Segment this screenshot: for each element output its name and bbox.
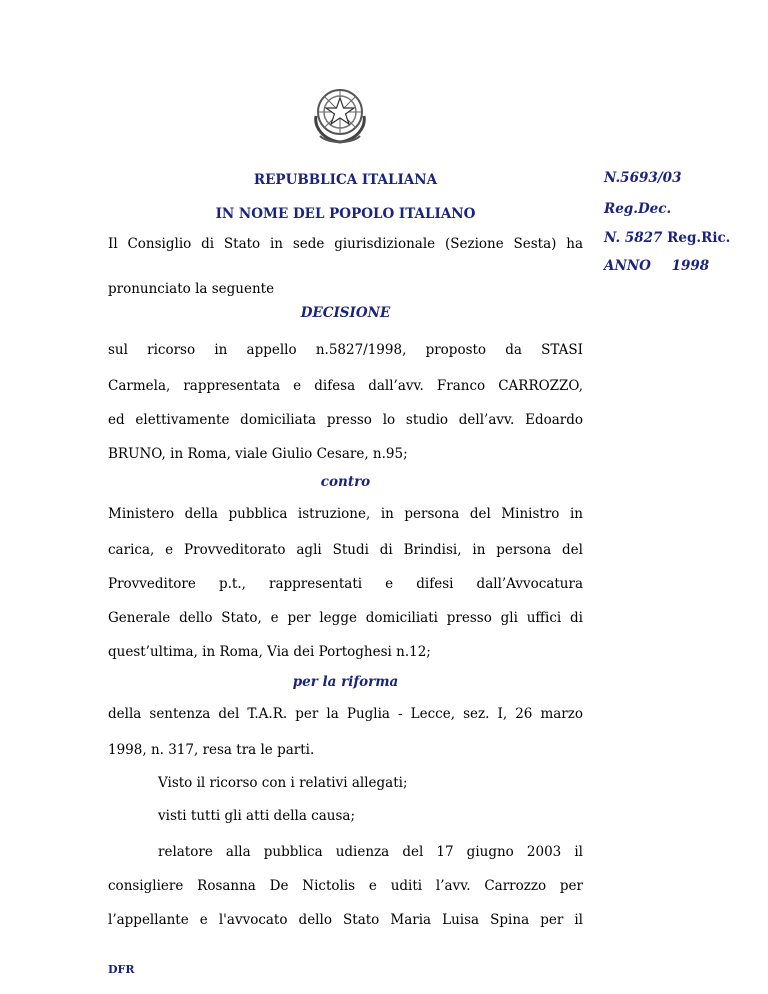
body-line: Visto il ricorso con i relativi allegati; [158, 775, 408, 791]
decision-number: N.5693/03 [604, 170, 682, 186]
body-line: Provveditore p.t., rappresentati e difesi dall’Avvocatura [108, 576, 583, 592]
reg-ric [604, 230, 730, 246]
header-republic: REPUBBLICA ITALIANA [253, 172, 438, 188]
reg-ric-label: Reg.Ric. [667, 230, 731, 246]
heading-per-la-riforma: per la riforma [292, 674, 399, 690]
body-line: pronunciato la seguente [108, 281, 275, 297]
body-line: 1998, n. 317, resa tra le parti. [108, 742, 315, 758]
body-line: della sentenza del T.A.R. per la Puglia - Lecce, sez. I, 26 marzo [108, 706, 583, 722]
year-line [604, 258, 709, 274]
footer-code: DFR [108, 963, 135, 976]
reg-dec-label: Reg.Dec. [604, 201, 672, 217]
year-label: ANNO [604, 258, 651, 274]
body-line: Carmela, rappresentata e difesa dall’avv. Franco CARROZZO, [108, 378, 583, 394]
body-line: l’appellante e l'avvocato dello Stato Maria Luisa Spina per il [108, 912, 583, 928]
body-line: relatore alla pubblica udienza del 17 giugno 2003 il [158, 844, 583, 860]
body-line: BRUNO, in Roma, viale Giulio Cesare, n.95; [108, 446, 408, 462]
italian-republic-emblem-icon [308, 82, 372, 148]
heading-contro: contro [320, 474, 371, 490]
body-line: Generale dello Stato, e per legge domiciliati presso gli uffici di [108, 610, 583, 626]
body-line: carica, e Provveditorato agli Studi di Brindisi, in persona del [108, 542, 583, 558]
body-line: consigliere Rosanna De Nictolis e uditi l’avv. Carrozzo per [108, 878, 583, 894]
reg-ric-number: N. 5827 [604, 230, 663, 246]
body-line: Ministero della pubblica istruzione, in persona del Ministro in [108, 506, 583, 522]
heading-decisione: DECISIONE [300, 305, 391, 321]
body-line: visti tutti gli atti della causa; [158, 808, 355, 824]
body-line: quest’ultima, in Roma, Via dei Portoghesi n.12; [108, 644, 431, 660]
body-line: Il Consiglio di Stato in sede giurisdizionale (Sezione Sesta) ha [108, 236, 583, 252]
header-in-name: IN NOME DEL POPOLO ITALIANO [215, 206, 476, 222]
body-line: ed elettivamente domiciliata presso lo studio dell’avv. Edoardo [108, 412, 583, 428]
body-line: sul ricorso in appello n.5827/1998, proposto da STASI [108, 342, 583, 358]
year-value: 1998 [671, 258, 710, 274]
